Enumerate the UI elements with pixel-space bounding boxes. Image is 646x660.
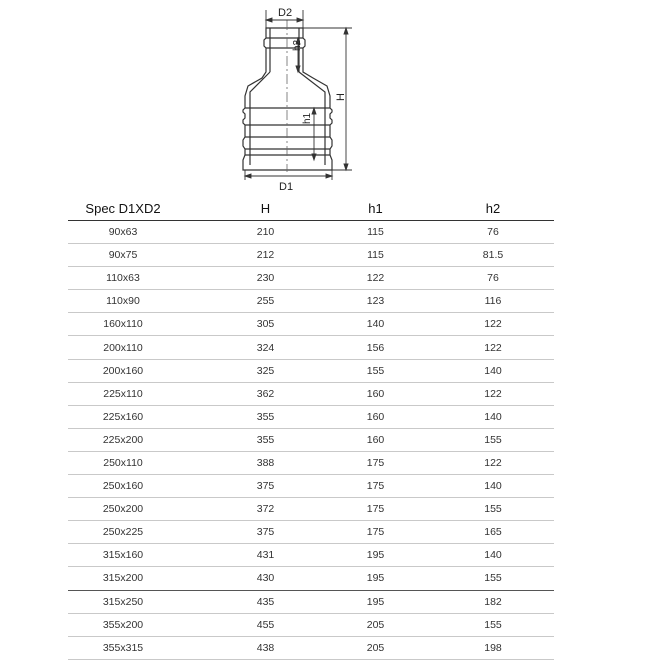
cell-h2: 155 [484,503,502,516]
header-h1: h1 [368,200,383,216]
table-row [68,614,554,637]
cell-h1: 175 [366,503,385,516]
cell-h: 375 [256,480,275,493]
cell-h: 375 [256,526,275,539]
cell-spec: 355x200 [102,618,144,631]
table-row [68,429,554,452]
cell-h1: 155 [366,364,385,377]
cell-h2: 76 [487,226,499,239]
header-h: H [260,200,271,216]
cell-h2: 140 [484,410,502,423]
cell-h: 230 [256,272,275,285]
header-h2: h2 [485,200,501,216]
cell-h: 455 [256,618,275,631]
cell-spec: 110x63 [106,272,140,285]
cell-h: 324 [256,341,275,354]
cell-h2: 76 [487,272,499,285]
cell-h1: 195 [366,572,385,585]
cell-h1: 195 [366,549,385,562]
cell-spec: 200x110 [103,341,143,354]
table-row [68,336,554,359]
cell-h2: 81.5 [482,249,504,262]
cell-spec: 250x225 [102,526,144,539]
label-h2: h2 [292,39,303,51]
cell-spec: 90x63 [108,226,138,239]
cell-h1: 175 [366,526,385,539]
cell-h2: 122 [484,387,502,400]
cell-h: 355 [256,433,275,446]
table-row [68,544,554,567]
cell-h1: 115 [367,249,384,262]
cell-h2: 140 [484,480,502,493]
cell-h1: 205 [366,641,385,654]
cell-h2: 140 [484,549,502,562]
cell-spec: 110x90 [106,295,140,308]
cell-h1: 122 [366,272,385,285]
table-row [68,475,554,498]
cell-h2: 116 [484,295,502,308]
header-spec: Spec D1XD2 [85,200,161,216]
table-row [68,591,554,614]
cell-spec: 225x200 [102,433,144,446]
cell-h2: 122 [484,456,502,469]
cell-spec: 250x160 [102,480,144,493]
cell-h2: 155 [484,618,502,631]
cell-h1: 205 [366,618,385,631]
cell-h: 212 [256,249,275,262]
cell-h: 210 [256,226,275,239]
cell-spec: 315x200 [102,572,144,585]
cell-h1: 160 [366,410,385,423]
cell-h: 305 [256,318,275,331]
cell-spec: 315x250 [102,595,144,608]
cell-spec: 225x160 [102,410,144,423]
cell-spec: 250x110 [103,456,143,469]
label-d1: D1 [279,181,294,193]
table-row [68,637,554,660]
table-row [68,383,554,406]
cell-h1: 175 [366,480,385,493]
table-row [68,244,554,267]
cell-spec: 90x75 [108,249,138,262]
cell-h1: 160 [366,433,385,446]
cell-h: 435 [256,595,275,608]
table-row [68,313,554,336]
reducer-outline [243,28,332,170]
cell-h2: 122 [484,318,502,331]
cell-h: 325 [256,364,275,377]
spec-table [68,196,554,660]
cell-h: 355 [256,410,275,423]
cell-h: 255 [256,295,275,308]
label-d2: D2 [278,7,293,19]
cell-h: 431 [256,549,275,562]
label-h1: h1 [302,112,313,124]
cell-h: 438 [256,641,275,654]
cell-h1: 175 [366,456,385,469]
cell-h2: 198 [484,641,502,654]
cell-h1: 115 [367,226,384,239]
cell-h2: 122 [484,341,502,354]
cell-h1: 156 [366,341,385,354]
cell-h2: 182 [484,595,502,608]
cell-h1: 140 [366,318,385,331]
table-row [68,498,554,521]
table-row [68,267,554,290]
table-row [68,406,554,429]
table-header [68,196,554,221]
cell-h2: 155 [484,433,502,446]
cell-h2: 140 [484,364,502,377]
cell-h: 430 [256,572,275,585]
cell-spec: 200x160 [102,364,144,377]
cell-spec: 225x110 [103,387,143,400]
cell-h2: 165 [484,526,502,539]
label-h: H [335,93,347,101]
table-row [68,290,554,313]
cell-spec: 250x200 [102,503,144,516]
cell-spec: 315x160 [102,549,144,562]
table-row [68,521,554,544]
cell-spec: 160x110 [103,318,143,331]
table-row [68,452,554,475]
cell-h: 388 [256,456,275,469]
table-row [68,360,554,383]
cell-h1: 123 [366,295,385,308]
cell-h: 362 [256,387,275,400]
cell-h: 372 [256,503,275,516]
reducer-drawing [0,0,646,196]
cell-h1: 160 [366,387,385,400]
cell-spec: 355x315 [102,641,144,654]
table-row [68,221,554,244]
cell-h2: 155 [484,572,502,585]
table-row [68,567,554,590]
cell-h1: 195 [366,595,385,608]
table-body [68,221,554,660]
